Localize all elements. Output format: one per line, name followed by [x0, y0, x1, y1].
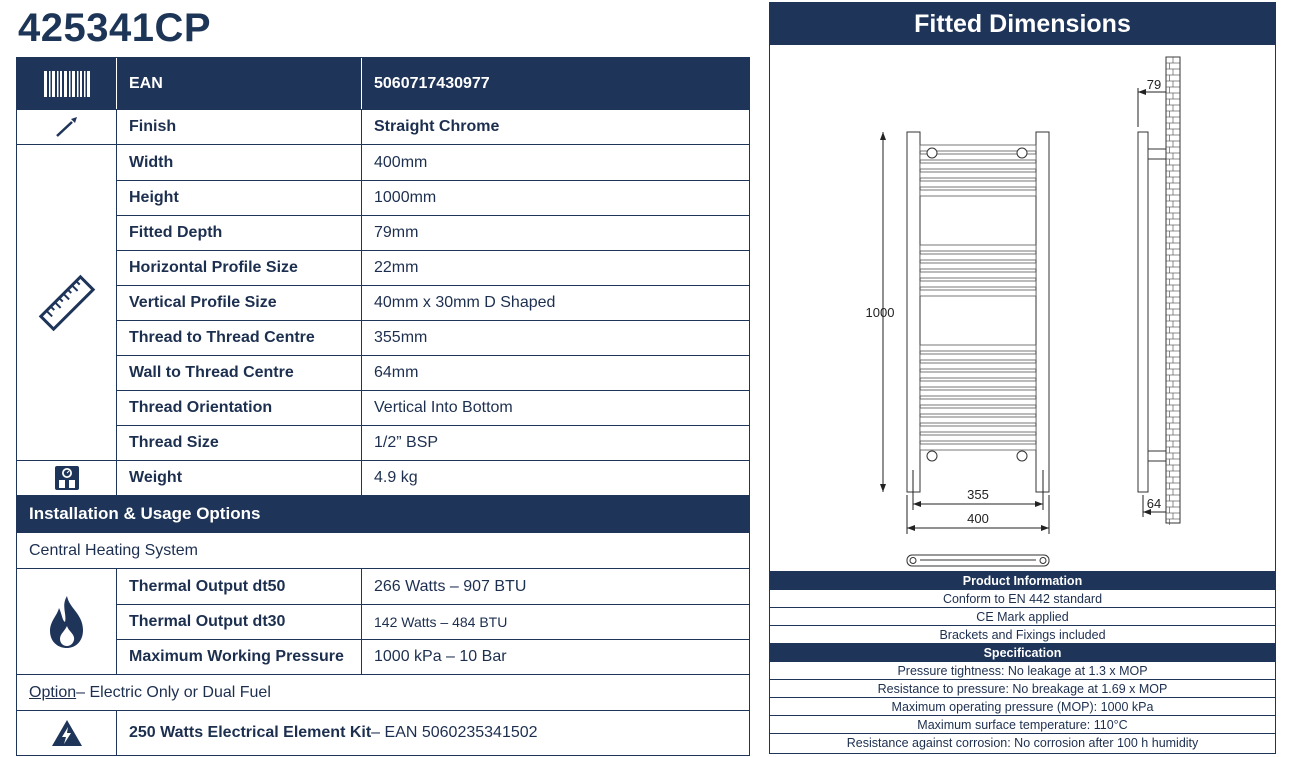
- radiator-bar: [920, 390, 1036, 396]
- output-value: 142 Watts – 484 BTU: [374, 614, 508, 630]
- radiator-bar: [920, 417, 1036, 423]
- dimension-value: 355mm: [374, 329, 428, 346]
- radiator-bar: [920, 381, 1036, 387]
- dim-depth-label: 79: [1146, 77, 1162, 92]
- dimension-label: Thread Size: [117, 426, 362, 460]
- electric-warning-icon: [17, 711, 117, 755]
- finish-row: [17, 109, 749, 144]
- radiator-bar: [920, 290, 1036, 296]
- fitted-title: Fitted Dimensions: [770, 3, 1275, 45]
- product-info-item: Brackets and Fixings included: [770, 625, 1275, 643]
- ruler-icon: [17, 145, 117, 460]
- dimension-value: 400mm: [374, 153, 428, 171]
- dimension-value: 79mm: [374, 224, 419, 241]
- dimension-value: 40mm x 30mm D Shaped: [374, 294, 556, 311]
- radiator-bar: [920, 399, 1036, 405]
- specification-item: Resistance against corrosion: No corrosion after 100 h humidity: [770, 733, 1275, 751]
- ean-label: EAN: [117, 58, 362, 109]
- specification-title: Specification: [770, 643, 1275, 661]
- option-text: – Electric Only or Dual Fuel: [76, 683, 271, 701]
- dim-wall-label: 64: [1146, 496, 1162, 511]
- ean-value: 5060717430977: [374, 74, 490, 92]
- paintbrush-icon: [17, 110, 117, 144]
- dimension-label: Fitted Depth: [117, 216, 362, 250]
- dim-height-label: 1000: [865, 305, 895, 320]
- product-info-item: Conform to EN 442 standard: [770, 589, 1275, 607]
- scale-icon: [17, 461, 117, 495]
- output-label: Thermal Output dt30: [117, 605, 362, 639]
- fitted-dimensions-panel: [769, 2, 1276, 754]
- weight-value: 4.9 kg: [374, 469, 418, 486]
- ean-row: [17, 58, 749, 109]
- dimension-label: Width: [117, 145, 362, 180]
- product-info-title: Product Information: [770, 571, 1275, 589]
- element-kit-ean: – EAN 5060235341502: [371, 724, 538, 741]
- radiator-bar: [920, 172, 1036, 178]
- radiator-bar: [920, 272, 1036, 278]
- dimension-label: Vertical Profile Size: [117, 286, 362, 320]
- heating-system: Central Heating System: [17, 532, 749, 568]
- dimension-rows: [117, 145, 749, 460]
- dimension-label: Height: [117, 181, 362, 215]
- output-label: Maximum Working Pressure: [117, 640, 362, 674]
- output-value: 1000 kPa – 10 Bar: [374, 648, 507, 665]
- specification-item: Maximum surface temperature: 110°C: [770, 715, 1275, 733]
- weight-row: [17, 460, 749, 495]
- info-block: [770, 571, 1275, 751]
- output-row: [117, 604, 749, 639]
- dimension-label: Thread to Thread Centre: [117, 321, 362, 355]
- dimension-row: [117, 320, 749, 355]
- finish-value: Straight Chrome: [374, 118, 500, 135]
- barcode-icon: [17, 58, 117, 109]
- dimension-value: 1000mm: [374, 189, 437, 206]
- output-value: 266 Watts – 907 BTU: [374, 577, 527, 595]
- specification-item: Pressure tightness: No leakage at 1.3 x MOP: [770, 661, 1275, 679]
- radiator-bar: [920, 163, 1036, 169]
- spec-table: [16, 57, 750, 756]
- option-word: Option: [29, 683, 77, 701]
- radiator-bar: [920, 190, 1036, 196]
- element-kit: [117, 711, 749, 755]
- dimension-row: [117, 425, 749, 460]
- radiator-bar: [920, 245, 1036, 251]
- dimension-row: [117, 285, 749, 320]
- output-label: Thermal Output dt50: [117, 569, 362, 604]
- dimension-value: 22mm: [374, 259, 419, 276]
- radiator-bar: [920, 263, 1036, 269]
- outputs-group: [17, 568, 749, 674]
- dimension-row: [117, 250, 749, 285]
- radiator-bar: [920, 254, 1036, 260]
- radiator-bar: [920, 363, 1036, 369]
- radiator-bar: [920, 181, 1036, 187]
- element-kit-row: [17, 710, 749, 755]
- radiator-bar: [920, 435, 1036, 441]
- output-row: [117, 569, 749, 604]
- product-code: 425341CP: [18, 6, 212, 50]
- radiator-bar: [920, 372, 1036, 378]
- dimension-row: [117, 145, 749, 180]
- dimension-value: 1/2” BSP: [374, 434, 439, 451]
- dimension-label: Horizontal Profile Size: [117, 251, 362, 285]
- specification-item: Resistance to pressure: No breakage at 1.69 x MOP: [770, 679, 1275, 697]
- product-info-item: CE Mark applied: [770, 607, 1275, 625]
- output-row: [117, 639, 749, 674]
- output-rows: [117, 569, 749, 674]
- dimension-row: [117, 215, 749, 250]
- dimension-label: Thread Orientation: [117, 391, 362, 425]
- dimensions-group: [17, 144, 749, 460]
- element-kit-title: 250 Watts Electrical Element Kit: [129, 724, 372, 741]
- dim-width-label: 400: [967, 511, 989, 526]
- dimension-value: Vertical Into Bottom: [374, 399, 513, 416]
- dimension-label: Wall to Thread Centre: [117, 356, 362, 390]
- specification-item: Maximum operating pressure (MOP): 1000 kPa: [770, 697, 1275, 715]
- dim-thread-label: 355: [967, 487, 989, 502]
- flame-icon: [17, 569, 117, 674]
- dimension-value: 64mm: [374, 364, 419, 381]
- radiator-bar: [920, 345, 1036, 351]
- dimension-row: [117, 180, 749, 215]
- weight-label: Weight: [117, 461, 362, 495]
- radiator-bar: [920, 426, 1036, 432]
- option-line: [17, 674, 749, 710]
- radiator-bar: [920, 444, 1036, 450]
- finish-label: Finish: [117, 110, 362, 144]
- dimension-row: [117, 390, 749, 425]
- radiator-bar: [920, 408, 1036, 414]
- dimension-row: [117, 355, 749, 390]
- installation-title: Installation & Usage Options: [17, 495, 749, 532]
- fitted-diagram: [770, 45, 1275, 571]
- radiator-bar: [920, 354, 1036, 360]
- radiator-drawing: [770, 45, 1275, 571]
- radiator-bar: [920, 281, 1036, 287]
